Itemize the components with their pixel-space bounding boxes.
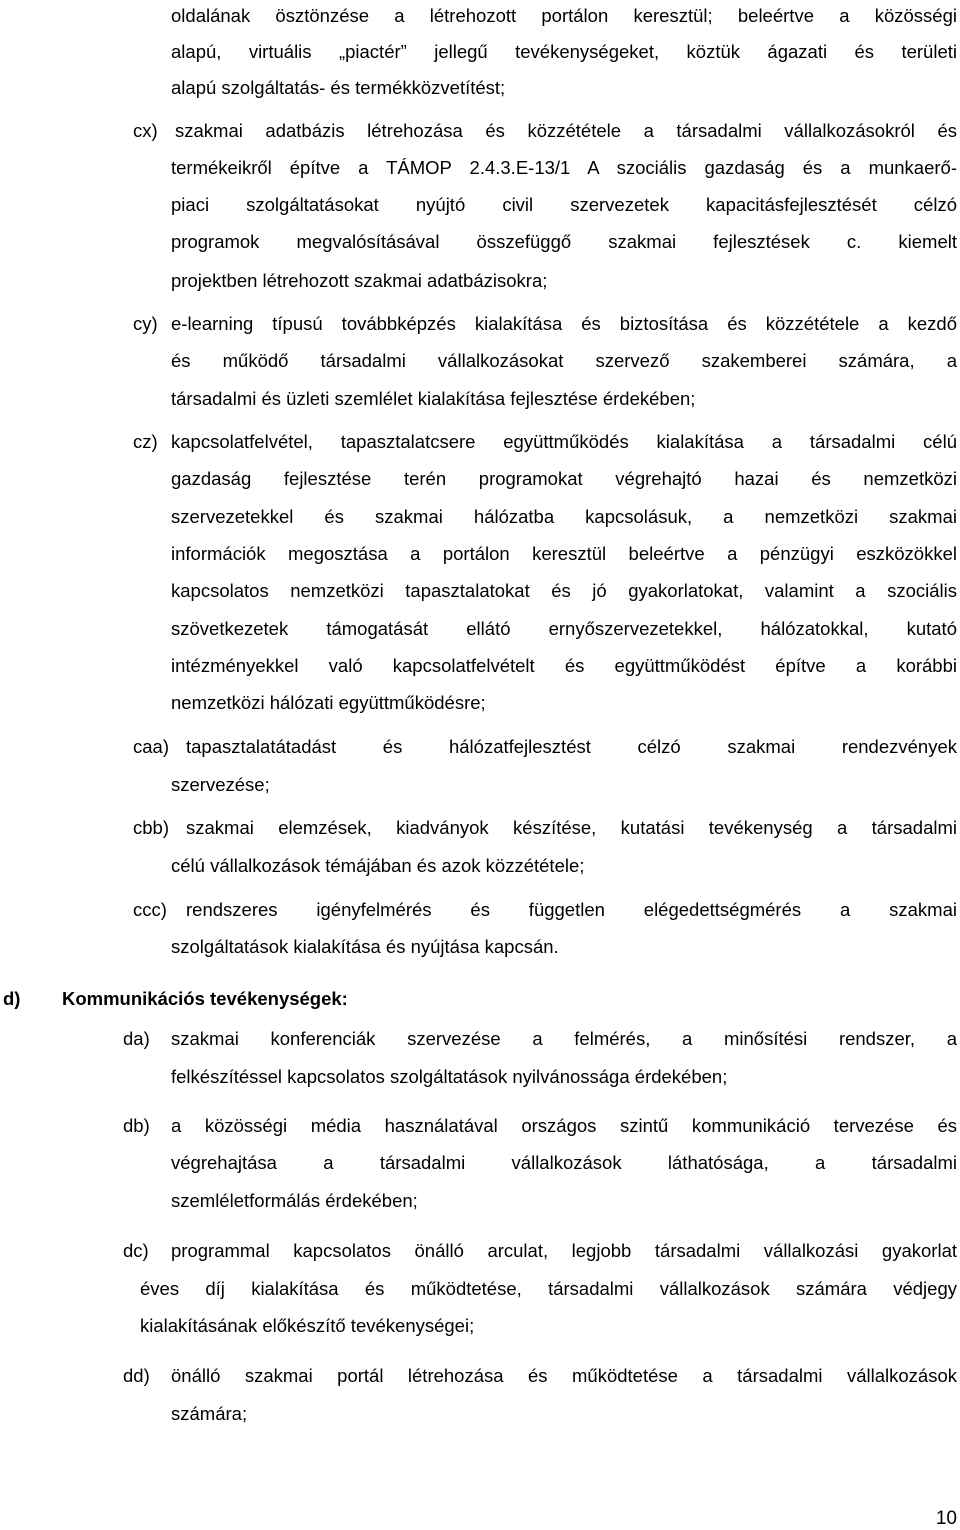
text-line: és működő társadalmi vállalkozásokat szervező szakemberei számára, a [171,350,957,371]
text-line: a közösségi média használatával országos szintű kommunikáció tervezése és [171,1115,957,1136]
text-line: programmal kapcsolatos önálló arculat, legjobb társadalmi vállalkozási gyakorlat [171,1240,957,1261]
text-line: éves díj kialakítása és működtetése, társadalmi vállalkozások számára védjegy [140,1278,957,1299]
text-line: alapú szolgáltatás- és termékközvetítést; [171,77,506,98]
item-marker-cz: cz) [133,431,158,452]
text-line: szakmai elemzések, kiadványok készítése, kutatási tevékenység a társadalmi [186,817,957,838]
item-marker-cx: cx) [133,120,158,141]
text-line: projektben létrehozott szakmai adatbázisokra; [171,270,548,291]
text-line: kapcsolatos nemzetközi tapasztalatokat és jó gyakorlatokat, valamint a szociális [171,580,957,601]
text-line: számára; [171,1403,248,1424]
text-line: társadalmi és üzleti szemlélet kialakítása fejlesztése érdekében; [171,388,696,409]
text-line: végrehajtása a társadalmi vállalkozások láthatósága, a társadalmi [171,1152,957,1173]
text-line: célú vállalkozások témájában és azok közzététele; [171,855,585,876]
text-line: önálló szakmai portál létrehozása és működtetése a társadalmi vállalkozások [171,1365,957,1386]
text-line: kapcsolatfelvétel, tapasztalatcsere együttműködés kialakítása a társadalmi célú [171,431,957,452]
item-marker-db: db) [123,1115,150,1136]
text-line: oldalának ösztönzése a létrehozott portálon keresztül; beleértve a közösségi [171,5,957,26]
text-line: szövetkezetek támogatását ellátó ernyőszervezetekkel, hálózatokkal, kutató [171,618,957,639]
text-line: információk megosztása a portálon keresztül beleértve a pénzügyi eszközökkel [171,543,957,564]
text-line: szakmai adatbázis létrehozása és közzététele a társadalmi vállalkozásokról és [175,120,957,141]
item-marker-cbb: cbb) [133,817,169,838]
text-line: piaci szolgáltatásokat nyújtó civil szervezetek kapacitásfejlesztését célzó [171,194,957,215]
section-heading: Kommunikációs tevékenységek: [62,988,348,1009]
text-line: felkészítéssel kapcsolatos szolgáltatások nyilvánossága érdekében; [171,1066,728,1087]
item-marker-da: da) [123,1028,150,1049]
text-line: rendszeres igényfelmérés és független elégedettségmérés a szakmai [186,899,957,920]
section-marker-d: d) [3,988,21,1009]
item-marker-dc: dc) [123,1240,149,1261]
item-marker-cy: cy) [133,313,158,334]
text-line: gazdaság fejlesztése terén programokat végrehajtó hazai és nemzetközi [171,468,957,489]
text-line: e-learning típusú továbbképzés kialakítása és biztosítása és közzététele a kezdő [171,313,957,334]
text-line: nemzetközi hálózati együttműködésre; [171,692,486,713]
text-line: kialakításának előkészítő tevékenységei; [140,1315,475,1336]
text-line: szolgáltatások kialakítása és nyújtása kapcsán. [171,936,559,957]
text-line: szemléletformálás érdekében; [171,1190,418,1211]
text-line: szervezetekkel és szakmai hálózatba kapcsolásuk, a nemzetközi szakmai [171,506,957,527]
text-line: szakmai konferenciák szervezése a felmérés, a minősítési rendszer, a [171,1028,957,1049]
text-line: alapú, virtuális „piactér” jellegű tevékenységeket, köztük ágazati és területi [171,41,957,62]
text-line: tapasztalatátadást és hálózatfejlesztést célzó szakmai rendezvények [186,736,957,757]
text-line: intézményekkel való kapcsolatfelvételt és együttműködést építve a korábbi [171,655,957,676]
text-line: termékeikről építve a TÁMOP 2.4.3.E-13/1 A szociális gazdaság és a munkaerő- [171,157,957,178]
text-line: szervezése; [171,774,270,795]
item-marker-ccc: ccc) [133,899,167,920]
page-number: 10 [935,1508,957,1529]
text-line: programok megvalósításával összefüggő szakmai fejlesztések c. kiemelt [171,231,957,252]
item-marker-dd: dd) [123,1365,150,1386]
item-marker-caa: caa) [133,736,169,757]
